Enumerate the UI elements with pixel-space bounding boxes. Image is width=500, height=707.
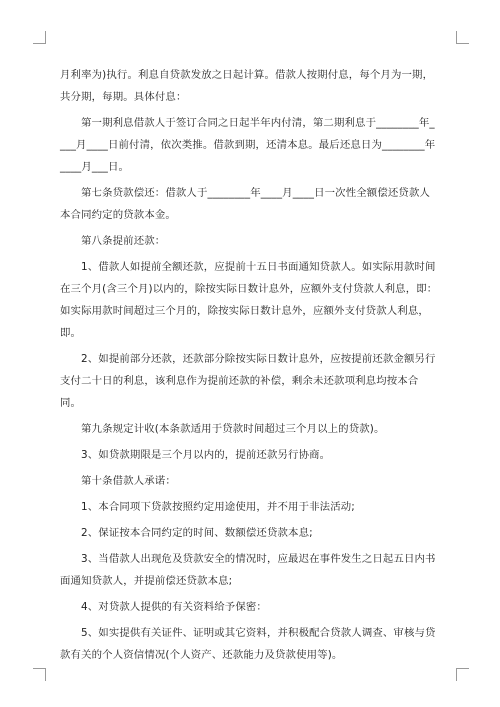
paragraph-article-10-item-2: 2、保证按本合同约定的时间、数额偿还贷款本息; (81, 527, 313, 539)
crop-mark-bottom-right (456, 668, 469, 681)
paragraph-article-8-item-1: 1、借款人如提前全额还款，应提前十五日书面通知贷款人。如实际用款时间在三个月(含三个月)以内的，除按实际日数计息外，应额外支付贷款人利息，即：如实际用款时间超过三个月的，除按实际日数计息外，应额外支付贷款人利息，即。 (60, 261, 438, 339)
document-body (60, 64, 438, 666)
paragraph-article-10-item-1: 1、本合同项下贷款按照约定用途使用，并不用于非法活动; (81, 501, 355, 513)
paragraph-article-9: 第九条规定计收(本条款适用于贷款时间超过三个月以上的贷款)。 (81, 423, 385, 435)
crop-mark-bottom-left (33, 668, 46, 681)
paragraph-interest-payment: 第一期利息借款人于签订合同之日起半年内付清，第二期利息于________年____月____日前付清，依次类推。借款到期，还清本息。最后还息日为________年____月___日。 (60, 117, 436, 173)
paragraph-article-8-heading: 第八条提前还款： (81, 235, 166, 247)
paragraph-interest-calc: 月利率为)执行。利息自贷款发放之日起计算。借款人按期付息，每个月为一期，共分期，每期。具体付息： (60, 69, 434, 103)
paragraph-article-10-item-3: 3、当借款人出现危及贷款安全的情况时，应最迟在事件发生之日起五日内书面通知贷款人，并提前偿还贷款本息; (60, 553, 436, 587)
crop-mark-top-left (33, 31, 46, 44)
paragraph-article-10-item-4: 4、对贷款人提供的有关资料给予保密： (81, 601, 267, 613)
paragraph-article-7: 第七条贷款偿还：借款人于________年____月____日一次性全额偿还贷款人本合同约定的贷款本金。 (60, 187, 431, 221)
crop-mark-top-right (456, 31, 469, 44)
paragraph-article-10-heading: 第十条借款人承诺： (81, 475, 176, 487)
paragraph-article-9-item-3: 3、如贷款期限是三个月以内的，提前还款另行协商。 (81, 449, 331, 461)
paragraph-article-10-item-5: 5、如实提供有关证件、证明或其它资料，并积极配合贷款人调查、审核与贷款有关的个人资信情况(个人资产、还款能力及贷款使用等)。 (60, 627, 436, 661)
paragraph-article-8-item-2: 2、如提前部分还款，还款部分除按实际日数计息外，应按提前还款金额另行支付二十日的利息，该利息作为提前还款的补偿，剩余未还款项利息均按本合同。 (60, 353, 436, 409)
